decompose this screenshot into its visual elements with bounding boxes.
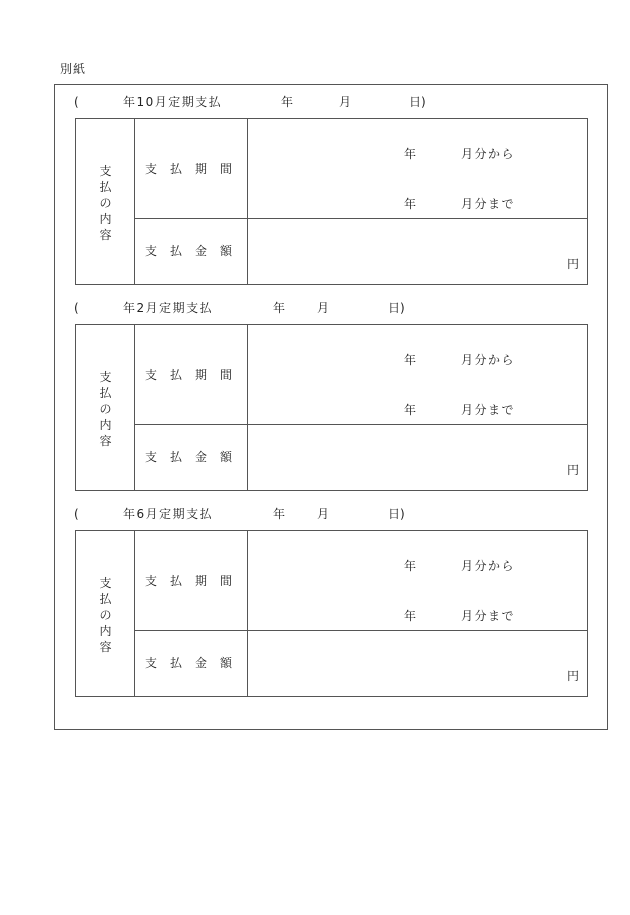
section-header-february [74, 299, 454, 317]
header-day: 日) [388, 301, 405, 315]
to-year: 年 [404, 197, 417, 211]
yen-unit: 円 [566, 463, 579, 477]
to-year: 年 [404, 403, 417, 417]
payment-period-label: 支払期間 [135, 325, 248, 425]
payment-period-label: 支払期間 [135, 531, 248, 631]
payment-amount-label: 支払金額 [135, 631, 248, 696]
open-paren: ( [74, 507, 79, 521]
section-header-june [74, 505, 454, 523]
payment-table-june [75, 530, 588, 697]
yen-unit: 円 [566, 257, 579, 271]
header-month: 月 [339, 95, 352, 109]
section-header-october [74, 93, 454, 111]
payment-amount-value[interactable] [248, 425, 587, 490]
from-year: 年 [404, 147, 417, 161]
payment-amount-label: 支払金額 [135, 425, 248, 490]
header-day: 日) [409, 95, 426, 109]
payment-amount-label: 支払金額 [135, 219, 248, 284]
section-title: 年6月定期支払 [123, 507, 214, 521]
payment-amount-value[interactable] [248, 631, 587, 696]
header-month: 月 [317, 301, 330, 315]
header-day: 日) [388, 507, 405, 521]
from-month-suffix: 月分から [461, 353, 516, 367]
page-label: 別紙 [60, 62, 87, 76]
header-year: 年 [273, 301, 286, 315]
content-vertical-label: 支 払 の 内 容 [99, 370, 112, 448]
content-vertical-label: 支 払 の 内 容 [99, 576, 112, 654]
to-month-suffix: 月分まで [461, 609, 516, 623]
header-month: 月 [317, 507, 330, 521]
payment-amount-value[interactable] [248, 219, 587, 284]
from-month-suffix: 月分から [461, 559, 516, 573]
open-paren: ( [74, 95, 79, 109]
open-paren: ( [74, 301, 79, 315]
payment-table-october [75, 118, 588, 285]
payment-table-february [75, 324, 588, 491]
from-year: 年 [404, 353, 417, 367]
section-title: 年2月定期支払 [123, 301, 214, 315]
section-title: 年10月定期支払 [123, 95, 223, 109]
to-year: 年 [404, 609, 417, 623]
from-year: 年 [404, 559, 417, 573]
to-month-suffix: 月分まで [461, 403, 516, 417]
payment-period-value[interactable] [248, 325, 587, 425]
payment-period-label: 支払期間 [135, 119, 248, 219]
header-year: 年 [273, 507, 286, 521]
yen-unit: 円 [566, 669, 579, 683]
content-cell [76, 531, 135, 696]
content-vertical-label: 支 払 の 内 容 [99, 164, 112, 242]
payment-period-value[interactable] [248, 531, 587, 631]
header-year: 年 [281, 95, 294, 109]
from-month-suffix: 月分から [461, 147, 516, 161]
to-month-suffix: 月分まで [461, 197, 516, 211]
content-cell [76, 325, 135, 490]
payment-period-value[interactable] [248, 119, 587, 219]
content-cell [76, 119, 135, 284]
